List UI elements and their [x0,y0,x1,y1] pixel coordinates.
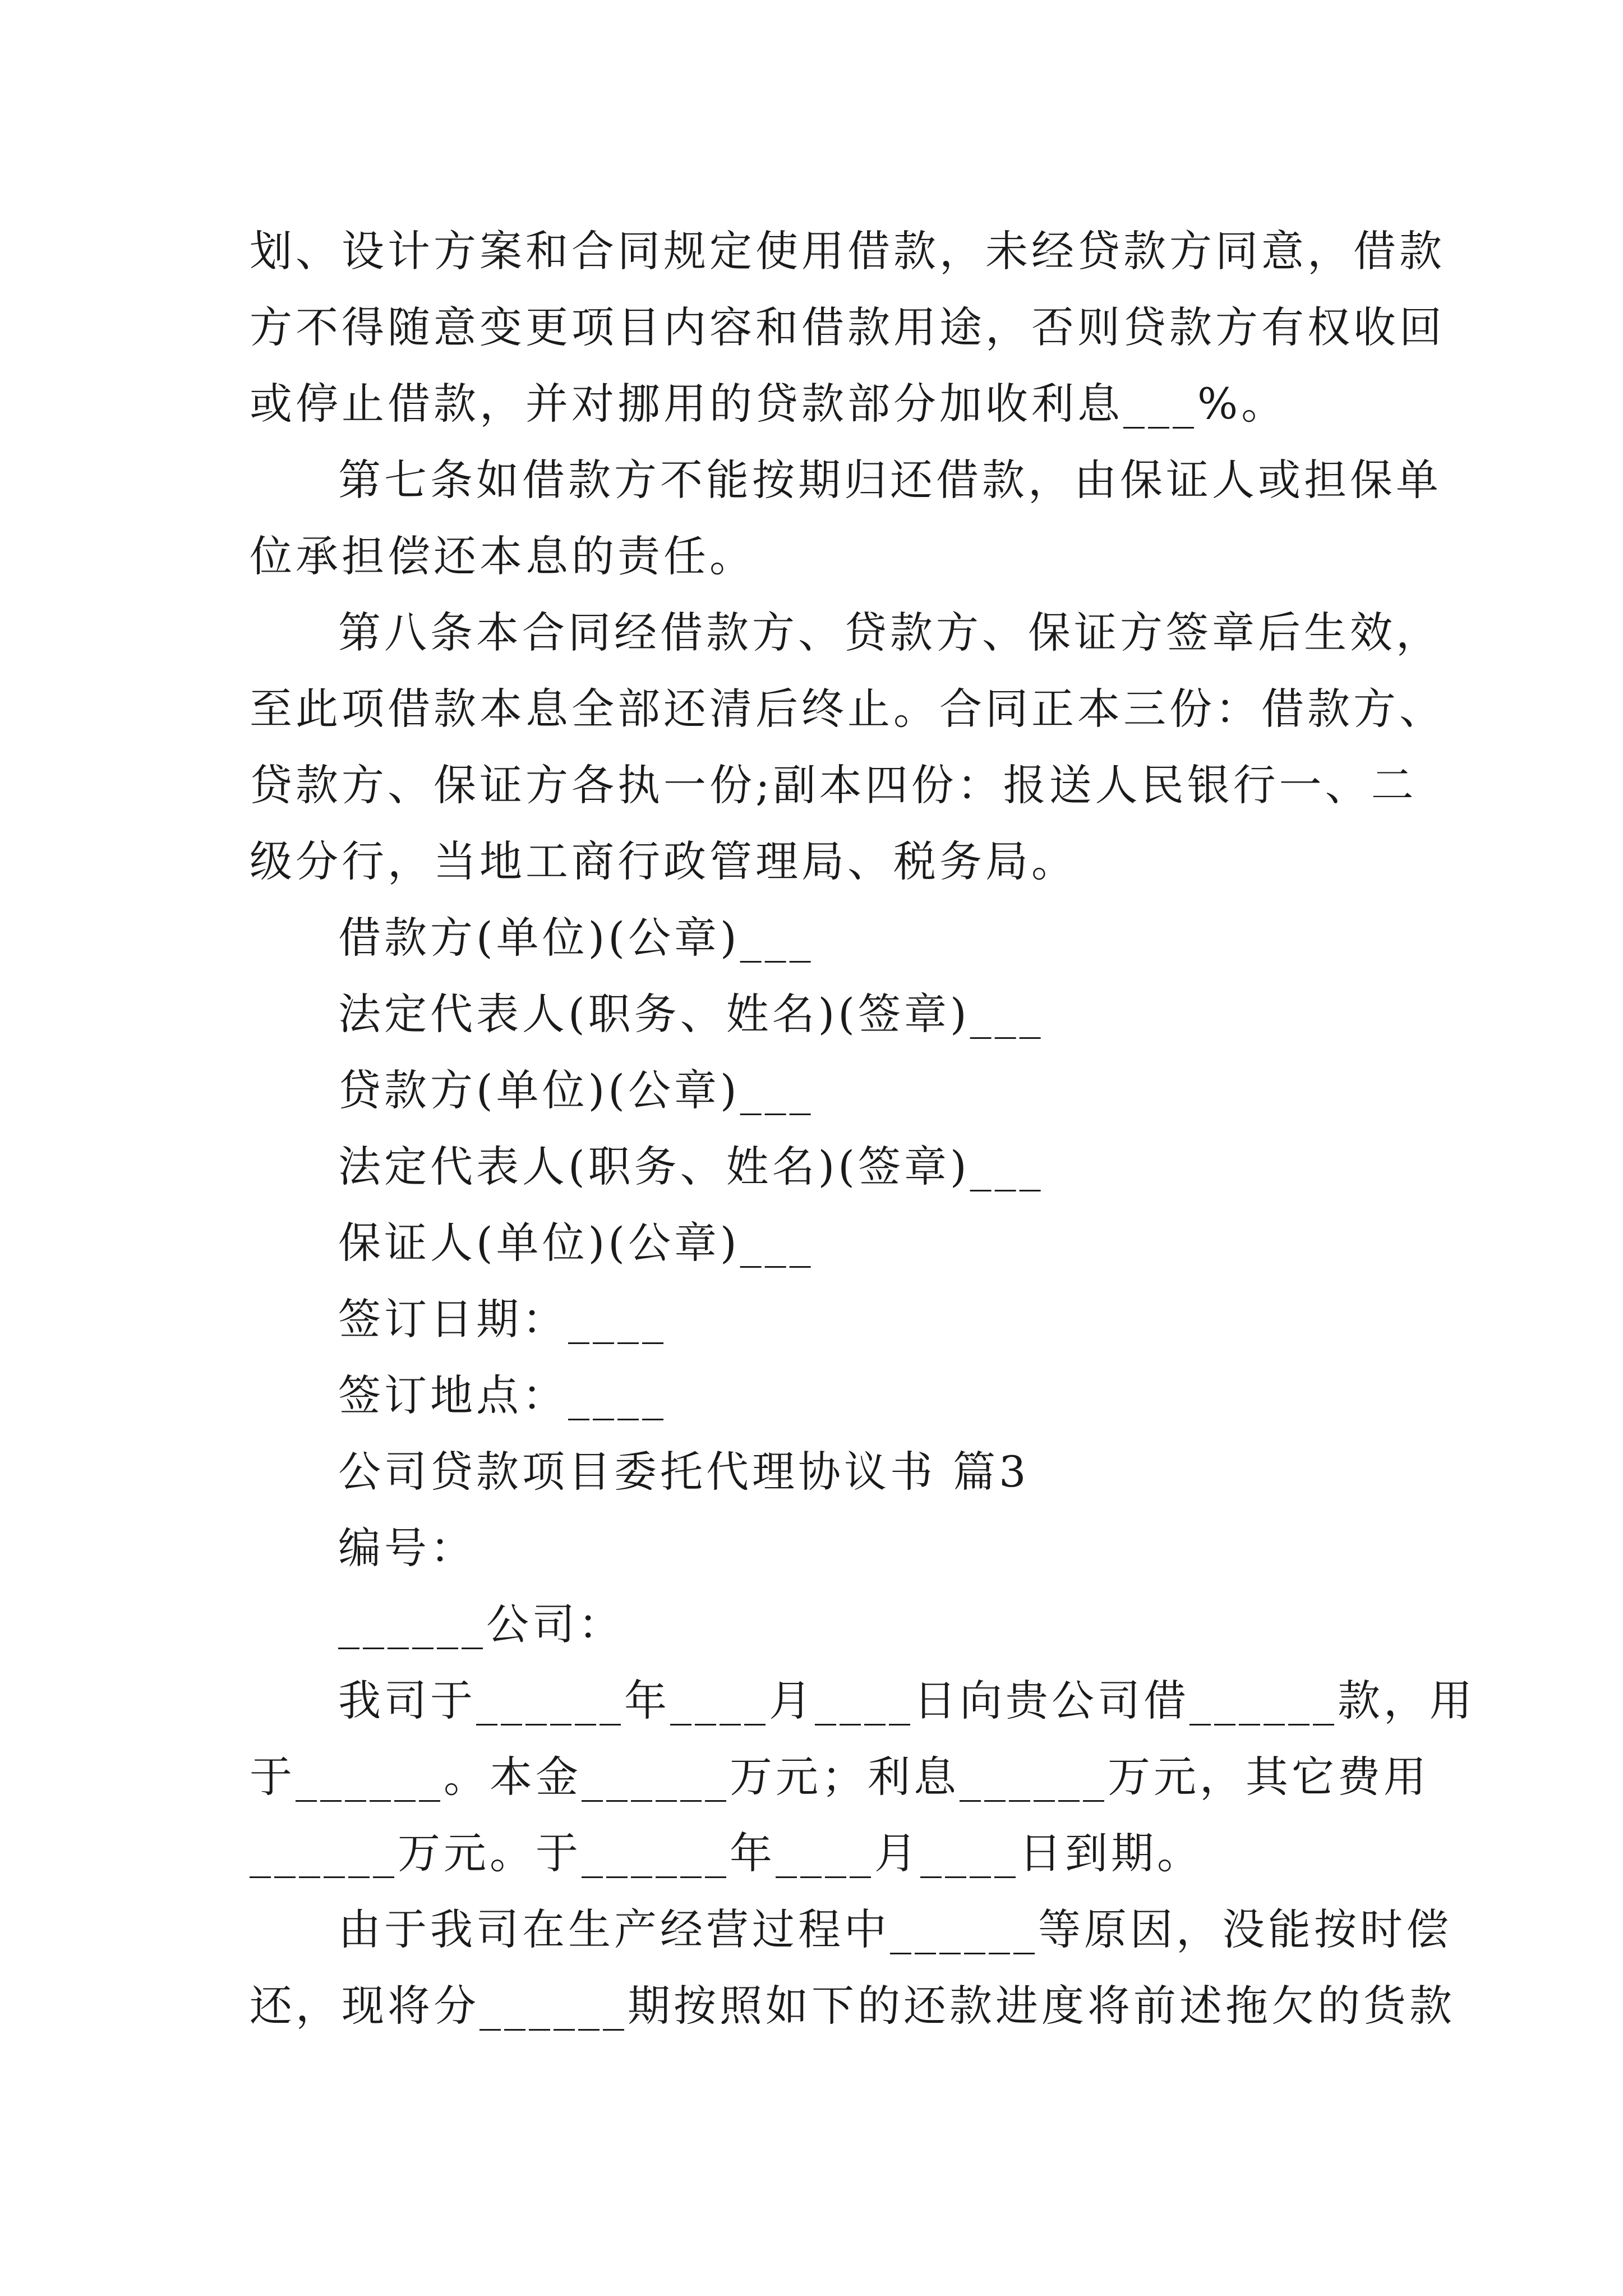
paragraph-line: 至此项借款本息全部还清后终止。合同正本三份：借款方、 [250,684,1445,734]
article-seven-line: 第七条如借款方不能按期归还借款，由保证人或担保单 [338,455,1442,505]
borrower-signature-line: 借款方(单位)(公章)___ [338,913,814,963]
paragraph-line: ______万元。于______年____月____日到期。 [250,1828,1203,1878]
section-heading: 公司贷款项目委托代理协议书 篇3 [338,1447,1030,1497]
paragraph-line: 于______。本金______万元；利息______万元，其它费用 [250,1752,1430,1802]
signing-place-line: 签订地点：____ [338,1370,667,1420]
paragraph-line: 贷款方、保证方各执一份;副本四份：报送人民银行一、二 [250,760,1417,810]
paragraph-line: 或停止借款，并对挪用的贷款部分加收利息___%。 [250,379,1288,429]
signing-date-line: 签订日期：____ [338,1294,667,1344]
paragraph-line: 级分行，当地工商行政管理局、税务局。 [250,836,1077,886]
number-line: 编号： [338,1523,476,1573]
paragraph-line: 位承担偿还本息的责任。 [250,531,755,581]
guarantor-signature-line: 保证人(单位)(公章)___ [338,1218,814,1268]
document-body [250,213,1476,2044]
paragraph-line: 还，现将分______期按照如下的还款进度将前述拖欠的货款 [250,1981,1455,2031]
article-eight-line: 第八条本合同经借款方、贷款方、保证方签章后生效， [338,608,1442,657]
borrower-representative-line: 法定代表人(职务、姓名)(签章)___ [338,989,1044,1039]
lender-signature-line: 贷款方(单位)(公章)___ [338,1065,814,1115]
loan-details-line: 我司于______年____月____日向贵公司借______款，用 [338,1676,1476,1726]
repayment-reason-line: 由于我司在生产经营过程中______等原因，没能按时偿 [338,1904,1452,1954]
paragraph-line: 方不得随意变更项目内容和借款用途，否则贷款方有权收回 [250,302,1445,352]
addressee-line: ______公司： [338,1599,624,1649]
paragraph-line: 划、设计方案和合同规定使用借款，未经贷款方同意，借款 [250,226,1445,276]
lender-representative-line: 法定代表人(职务、姓名)(签章)___ [338,1142,1044,1191]
